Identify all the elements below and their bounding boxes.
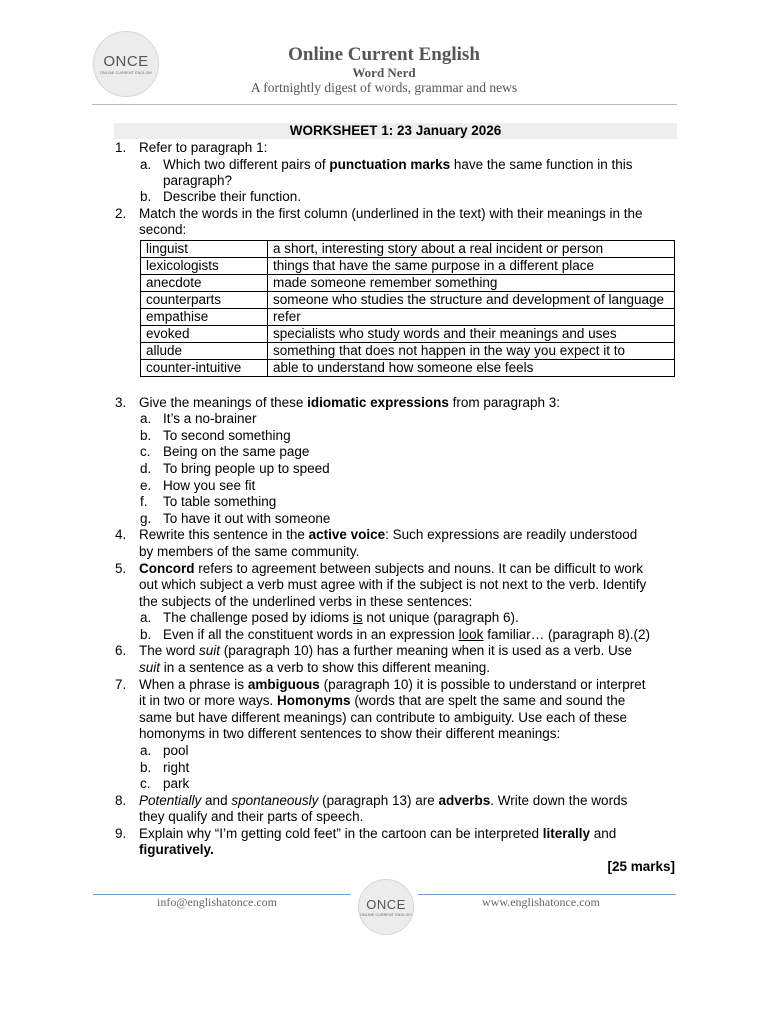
subquestion-label: b. bbox=[140, 189, 152, 204]
subquestion-text: Which two different pairs of punctuation marks have the same function in this bbox=[163, 157, 633, 172]
table-row bbox=[141, 360, 675, 377]
subquestion-text: To bring people up to speed bbox=[163, 461, 330, 476]
subquestion-text: pool bbox=[163, 743, 189, 758]
logo-subtext: ONLINE CURRENT ENGLISH bbox=[360, 913, 412, 917]
once-logo bbox=[93, 31, 159, 97]
question-text: homonyms in two different sentences to show their different meanings: bbox=[139, 726, 561, 741]
publication-subtitle: Word Nerd bbox=[352, 65, 416, 80]
table-row bbox=[141, 326, 675, 343]
once-logo-footer bbox=[358, 879, 414, 935]
question-number: 6. bbox=[115, 643, 127, 658]
question-text: it in two or more ways. Homonyms (words that are spelt the same and sound the bbox=[139, 693, 626, 708]
meaning-cell: someone who studies the structure and development of language bbox=[268, 292, 675, 309]
question-number: 9. bbox=[115, 826, 127, 841]
question-number: 5. bbox=[115, 561, 127, 576]
word-cell: evoked bbox=[141, 326, 268, 343]
question-number: 4. bbox=[115, 527, 127, 542]
question-text: the subjects of the underlined verbs in these sentences: bbox=[139, 594, 473, 609]
word-cell: anecdote bbox=[141, 275, 268, 292]
table-row bbox=[141, 292, 675, 309]
table-row bbox=[141, 258, 675, 275]
meaning-cell: something that does not happen in the way you expect it to bbox=[268, 343, 675, 360]
subquestion-label: c. bbox=[140, 444, 151, 459]
subquestion-label: g. bbox=[140, 511, 152, 526]
question-text: by members of the same community. bbox=[139, 544, 360, 559]
question-text: they qualify and their parts of speech. bbox=[139, 809, 364, 824]
question-text: Concord refers to agreement between subjects and nouns. It can be difficult to work bbox=[139, 561, 644, 576]
logo-text: ONCE bbox=[103, 53, 149, 70]
subquestion-label: a. bbox=[140, 743, 152, 758]
subquestion-label: d. bbox=[140, 461, 152, 476]
table-row bbox=[141, 309, 675, 326]
matching-table bbox=[140, 240, 675, 377]
question-number: 3. bbox=[115, 395, 127, 410]
word-cell: empathise bbox=[141, 309, 268, 326]
subquestion-text: park bbox=[163, 776, 190, 791]
publication-tagline: A fortnightly digest of words, grammar and news bbox=[250, 80, 518, 95]
subquestion-text: The challenge posed by idioms is not unique (paragraph 6). bbox=[163, 610, 519, 625]
subquestion-text: To table something bbox=[163, 494, 277, 509]
footer-website-link[interactable]: www.englishatonce.com bbox=[482, 895, 600, 909]
question-text: When a phrase is ambiguous (paragraph 10) it is possible to understand or interpret bbox=[139, 677, 646, 692]
total-marks: [25 marks] bbox=[607, 859, 675, 874]
question-text: Potentially and spontaneously (paragraph 13) are adverbs. Write down the words bbox=[139, 793, 628, 808]
subquestion-label: c. bbox=[140, 776, 151, 791]
question-text: suit in a sentence as a verb to show this different meaning. bbox=[139, 660, 490, 675]
subquestion-label: f. bbox=[140, 494, 148, 509]
subquestion-text: How you see fit bbox=[163, 478, 256, 493]
question-number: 7. bbox=[115, 677, 127, 692]
subquestion-text: Being on the same page bbox=[163, 444, 310, 459]
subquestion-label: e. bbox=[140, 478, 152, 493]
meaning-cell: things that have the same purpose in a different place bbox=[268, 258, 675, 275]
question-text: Explain why “I’m getting cold feet” in the cartoon can be interpreted literally and bbox=[139, 826, 617, 841]
subquestion-text: It’s a no-brainer bbox=[163, 411, 257, 426]
subquestion-label: a. bbox=[140, 157, 152, 172]
word-cell: allude bbox=[141, 343, 268, 360]
question-text: The word suit (paragraph 10) has a further meaning when it is used as a verb. Use bbox=[139, 643, 633, 658]
meaning-cell: made someone remember something bbox=[268, 275, 675, 292]
question-number: 8. bbox=[115, 793, 127, 808]
logo-subtext: ONLINE CURRENT ENGLISH bbox=[100, 71, 152, 75]
worksheet-title: WORKSHEET 1: 23 January 2026 bbox=[114, 123, 677, 139]
word-cell: counterparts bbox=[141, 292, 268, 309]
word-cell: lexicologists bbox=[141, 258, 268, 275]
table-row bbox=[141, 275, 675, 292]
header-divider bbox=[92, 104, 677, 105]
subquestion-text: To have it out with someone bbox=[163, 511, 331, 526]
meaning-cell: specialists who study words and their meanings and uses bbox=[268, 326, 675, 343]
subquestion-text: Even if all the constituent words in an expression look familiar… (paragraph 8).(2) bbox=[163, 627, 650, 642]
table-row bbox=[141, 241, 675, 258]
question-text: Give the meanings of these idiomatic expressions from paragraph 3: bbox=[139, 395, 560, 410]
question-text: Refer to paragraph 1: bbox=[139, 140, 268, 155]
question-text: figuratively. bbox=[139, 842, 214, 857]
subquestion-text: right bbox=[163, 760, 190, 775]
meaning-cell: refer bbox=[268, 309, 675, 326]
question-number: 1. bbox=[115, 140, 127, 155]
meaning-cell: a short, interesting story about a real incident or person bbox=[268, 241, 675, 258]
publication-title: Online Current English bbox=[288, 44, 480, 65]
table-row bbox=[141, 343, 675, 360]
subquestion-text: paragraph? bbox=[163, 173, 233, 188]
subquestion-text: To second something bbox=[163, 428, 291, 443]
question-text: out which subject a verb must agree with if the subject is not next to the verb. Identify bbox=[139, 577, 647, 592]
subquestion-label: a. bbox=[140, 610, 152, 625]
subquestion-label: b. bbox=[140, 760, 152, 775]
question-text: second: bbox=[139, 222, 187, 237]
logo-text: ONCE bbox=[366, 897, 406, 912]
subquestion-text: Describe their function. bbox=[163, 189, 302, 204]
question-text: same but have different meanings) can contribute to ambiguity. Use each of these bbox=[139, 710, 628, 725]
footer-email-link[interactable]: info@englishatonce.com bbox=[157, 895, 278, 909]
subquestion-label: a. bbox=[140, 411, 152, 426]
word-cell: counter-intuitive bbox=[141, 360, 268, 377]
subquestion-label: b. bbox=[140, 627, 152, 642]
question-number: 2. bbox=[115, 206, 127, 221]
subquestion-label: b. bbox=[140, 428, 152, 443]
question-text: Rewrite this sentence in the active voice: Such expressions are readily understood bbox=[139, 527, 638, 542]
word-cell: linguist bbox=[141, 241, 268, 258]
meaning-cell: able to understand how someone else feels bbox=[268, 360, 675, 377]
question-text: Match the words in the first column (underlined in the text) with their meanings in the bbox=[139, 206, 643, 221]
